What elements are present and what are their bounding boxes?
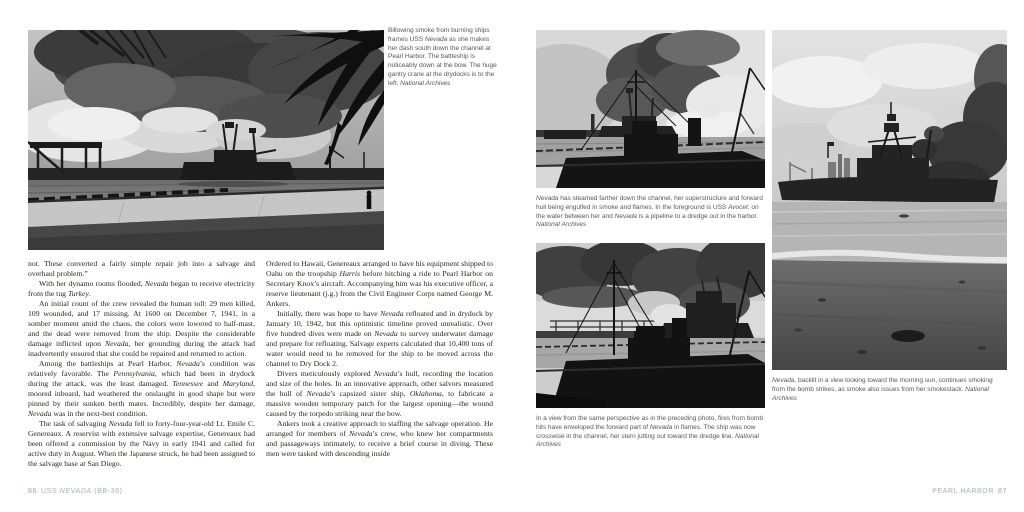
photo-nevada-smoke-channel [28,30,384,250]
text-column-1 [28,259,255,469]
photo-caption-top-middle: Nevada has steamed farther down the channel, her superstructure and forward hull being engulfed in smoke and flames. In the foreground is USS Avocet; on the water between her and Nevada is a pipeline to a dredge out in the harbor. National Archives [536,195,763,229]
paragraph: not. These converted a fairly simple repair job into a salvage and overhaul problem.” [28,259,255,278]
running-title-right: PEARL HARBOR [932,488,994,495]
paragraph: Initially, there was hope to have Nevada refloated and in drydock by January 10, 1942, but this optimistic timeline proved unrealistic. Over five hundred dives were made on Nevada to survey underwater damage and prepare for refloating. Salvage experts calculated that 10,400 tons of water would need to be removed for the ship to be moved across the channel to Dry Dock 2. [266,309,494,368]
right-page-footer [932,488,1007,495]
photo-caption-right: Nevada, backlit in a view looking toward the morning sun, continues smoking from the bomb strikes, as smoke also issues from her smokestack. National Archives [772,377,993,402]
photo-caption-left-page: Billowing smoke from burning ships frames USS Nevada as she makes her dash south down the channel at Pearl Harbor. The battleship is noticeably down at the bow. The huge gantry crane at the drydocks is to the left. National Archives [388,27,497,87]
paragraph: With her dynamo rooms flooded, Nevada began to receive electricity from the tug Turkey. [28,279,255,298]
photo-nevada-down-channel [536,30,765,188]
paragraph: The task of salvaging Nevada fell to forty-four-year-old Lt. Emile C. Genereaux. A reservist with extensive salvage expertise, Genereaux had been offered a commission by the Navy in early 1941 and called for active duty in August. When the Japanese struck, he had been assigned to the salvage base at San Diego. [28,419,255,468]
paragraph: Ankers took a creative approach to staffing the salvage operation. He arranged for members of Nevada’s crew, who knew her compartments and passageways intimately, to receive a brief course in diving. These men were tasked with descending inside [266,419,493,458]
paragraph: An initial count of the crew revealed the human toll: 29 men killed, 109 wounded, and 17 missing. At 1600 on December 7, 1941, in a somber moment amid the chaos, the colors were lowered to half-mast, and the dead were removed from the ship. Despite the considerable damage inflicted upon Nevada, her grounding during the attack had inadvertently ensured that she could be repaired and returned to action. [28,299,255,358]
text-column-2 [266,259,493,469]
paragraph: Divers meticulously explored Nevada’s hull, recording the location and size of the holes. In an innovative approach, other salvors measured the hull of Nevada’s capsized sister ship, Oklahoma, to fabricate a massive wooden temporary patch for the largest opening—the wound caused by the torpedo striking near the bow. [266,369,493,418]
photo-caption-bottom-middle: In a view from the same perspective as in the preceding photo, fires from bomb hits have enveloped the forward part of Nevada in flames. The ship was now crosswise in the channel, her stern jutting out toward the dredge line. National Archives [536,415,763,449]
photo-nevada-crosswise-flames [536,243,765,408]
paragraph: Ordered to Hawaii, Genereaux arranged to have his equipment shipped to Oahu on the troopship Harris before hitching a ride to Pearl Harbor on Secretary Knox’s aircraft. Accompanying him was his executive officer, a reserve lieutenant (j.g.) from the Civil Engineer Corps named George M. Ankers. [266,259,493,308]
left-page-footer [28,488,123,495]
page-number-left: 86 [28,488,37,495]
photo-nevada-morning-sun [772,30,1007,370]
page-number-right: 87 [998,488,1007,495]
body-text [28,259,493,469]
running-title-left: USS NEVADA (BB-36) [41,488,123,495]
paragraph: Among the battleships at Pearl Harbor, Nevada’s condition was relatively favorable. The Pennsylvania, which had been in drydock during the attack, was the least damaged. Tennessee and Maryland, moored inboard, had weathered the onslaught in good shape but were pinned by their sunken berth mates. Incredibly, despite her damage, Nevada was in the next-best condition. [28,359,255,418]
